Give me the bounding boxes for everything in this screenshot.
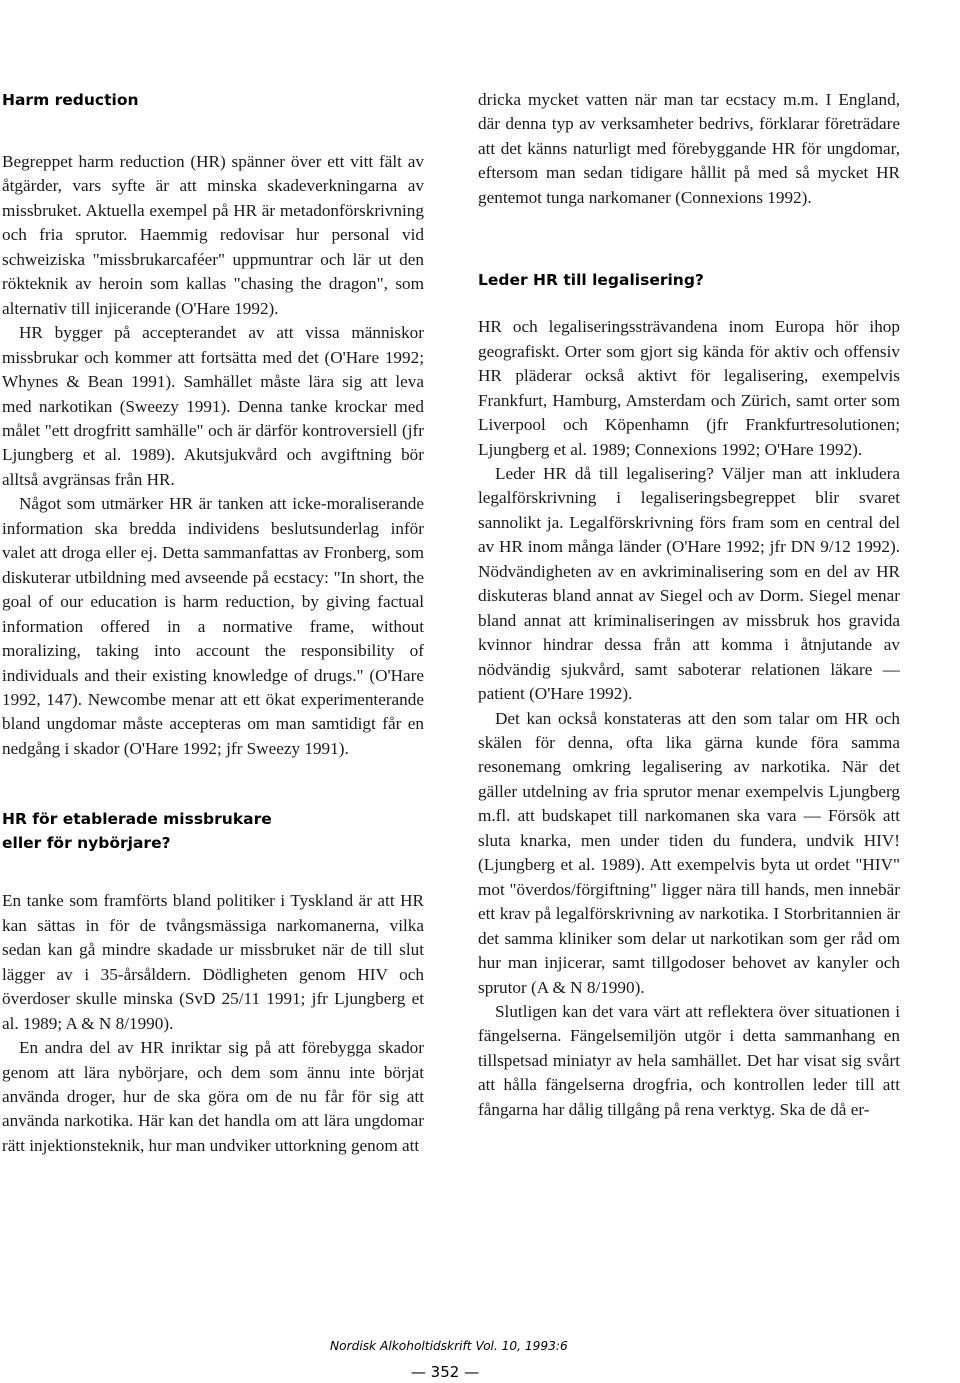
left-column bbox=[2, 88, 424, 1158]
paragraph-continuation: dricka mycket vatten när man tar ecstacy m.m. I England, där denna typ av verksamheter bedrivs, förklarar företrädare att det känns naturligt med förebyggande HR för ungdomar, eftersom man sedan tidigare hållit på med så mycket HR gentemot tunga narkomaner (Connexions 1992). bbox=[478, 90, 900, 207]
section-heading-legalisation: Leder HR till legalisering? bbox=[478, 271, 704, 290]
paragraph: Något som utmärker HR är tanken att icke-moraliserande information ska bredda individens beslutsunderlag inför valet att droga eller ej. Detta sammanfattas av Fronberg, som diskuterar utbildning med avseende på ecstacy: "In short, the goal of our education is harm reduction, by giving factual information offered in a normative frame, without moralizing, taking into account the responsibility of individuals and their existing knowledge of drugs." (O'Hare 1992, 147). Newcombe menar att ett ökat experimenterande bland ungdomar måste accepteras om man samtidigt får en nedgång i skador (O'Hare 1992; jfr Sweezy 1991). bbox=[2, 494, 424, 758]
heading-line: eller för nybörjare? bbox=[2, 834, 171, 853]
paragraph: En tanke som framförts bland politiker i Tyskland är att HR kan sättas in för de tvångsmässiga narkomanerna, vilka sedan kan gå mindre skadade ur missbruket när de till slut lägger av i 35-årsåldern. Dödligheten genom HIV och överdoser skulle minska (SvD 25/11 1991; jfr Ljungberg et al. 1989; A & N 8/1990). bbox=[2, 891, 424, 1033]
paragraph: Slutligen kan det vara värt att reflektera över situationen i fängelserna. Fängelsemiljön utgör i detta sammanhang en tillspetsad miniatyr av hela samhället. Det har visat sig svårt att hålla fängelserna drogfria, och kontrollen leder till att fångarna har dålig tillgång på rena verktyg. Ska de då er- bbox=[478, 1001, 900, 1119]
section-heading-established-or-beginners bbox=[2, 807, 424, 855]
section-heading-harm-reduction: Harm reduction bbox=[2, 91, 139, 109]
right-column bbox=[478, 88, 900, 1122]
paragraph: Leder HR då till legalisering? Väljer man att inkludera legalförskrivning i legaliseringsbegreppet blir svaret sannolikt ja. Legalförskrivning förs fram som en central del av HR inom många länder (O'Hare 1992; jfr DN 9/12 1992). Nödvändigheten av en avkriminalisering som en del av HR diskuteras bland annat av Siegel och av Dorm. Siegel menar bland annat att kriminaliseringen av missbruk hos gravida kvinnor hindrar dessa från att komma i åtnjutande av nödvändig sjukvård, samt saboterar relationen läkare — patient (O'Hare 1992). bbox=[478, 463, 900, 704]
paragraph: HR och legaliseringssträvandena inom Europa hör ihop geografiskt. Orter som gjort sig kända för aktiv och offensiv HR pläderar också aktivt för legalisering, exempelvis Frankfurt, Hamburg, Amsterdam och Zürich, samt orter som Liverpool och Köpenhamn (jfr Frankfurtresolutionen; Ljungberg et al. 1989; Connexions 1992; O'Hare 1992). bbox=[478, 317, 900, 459]
paragraph: En andra del av HR inriktar sig på att förebygga skador genom att lära nybörjare, och dem som ännu inte börjat använda droger, hur de ska göra om de nu får för sig att använda narkotika. Här kan det handla om att lära ungdomar rätt injektionsteknik, hur man undviker uttorkning genom att bbox=[2, 1038, 424, 1155]
heading-line: HR för etablerade missbrukare bbox=[2, 810, 272, 829]
journal-citation: Nordisk Alkoholtidskrift Vol. 10, 1993:6 bbox=[330, 1339, 568, 1353]
paragraph: Begreppet harm reduction (HR) spänner över ett vitt fält av åtgärder, vars syfte är att minska skadeverkningarna av missbruket. Aktuella exempel på HR är metadonförskrivning och fria sprutor. Haemmig redovisar hur personal vid schweiziska "missbrukarcaféer" uppmuntrar och lär ut den rökteknik av heroin som kallas "chasing the dragon", som alternativ till injicerande (O'Hare 1992). bbox=[2, 152, 424, 318]
page-number: — 352 — bbox=[410, 1363, 480, 1381]
paragraph: Det kan också konstateras att den som talar om HR och skälen för denna, ofta lika gärna kunde föra samma resonemang omkring legalisering av narkotika. När det gäller utdelning av fria sprutor menar exempelvis Ljungberg m.fl. att budskapet till narkomanen ska vara — Försök att sluta knarka, men under tiden du fundera, undvik HIV! (Ljungberg et al. 1989). Att exempelvis byta ut ordet "HIV" mot "överdos/förgiftning" ligger nära till hands, men innebär ett krav på legalförskrivning av narkotika. I Storbritannien är det samma kliniker som delar ut narkotikan som ger råd om hur man injicerar, samt tillgodoser behovet av kanyler och sprutor (A & N 8/1990). bbox=[478, 708, 900, 997]
paragraph: HR bygger på accepterandet av att vissa människor missbrukar och kommer att fortsätta med det (O'Hare 1992; Whynes & Bean 1991). Samhället måste lära sig att leva med narkotikan (Sweezy 1991). Denna tanke krockar med målet "ett drogfritt samhälle" och är därför kontroversiell (jfr Ljungberg et al. 1989). Akutsjukvård och avgiftning bör alltså avgränsas från HR. bbox=[2, 323, 424, 489]
